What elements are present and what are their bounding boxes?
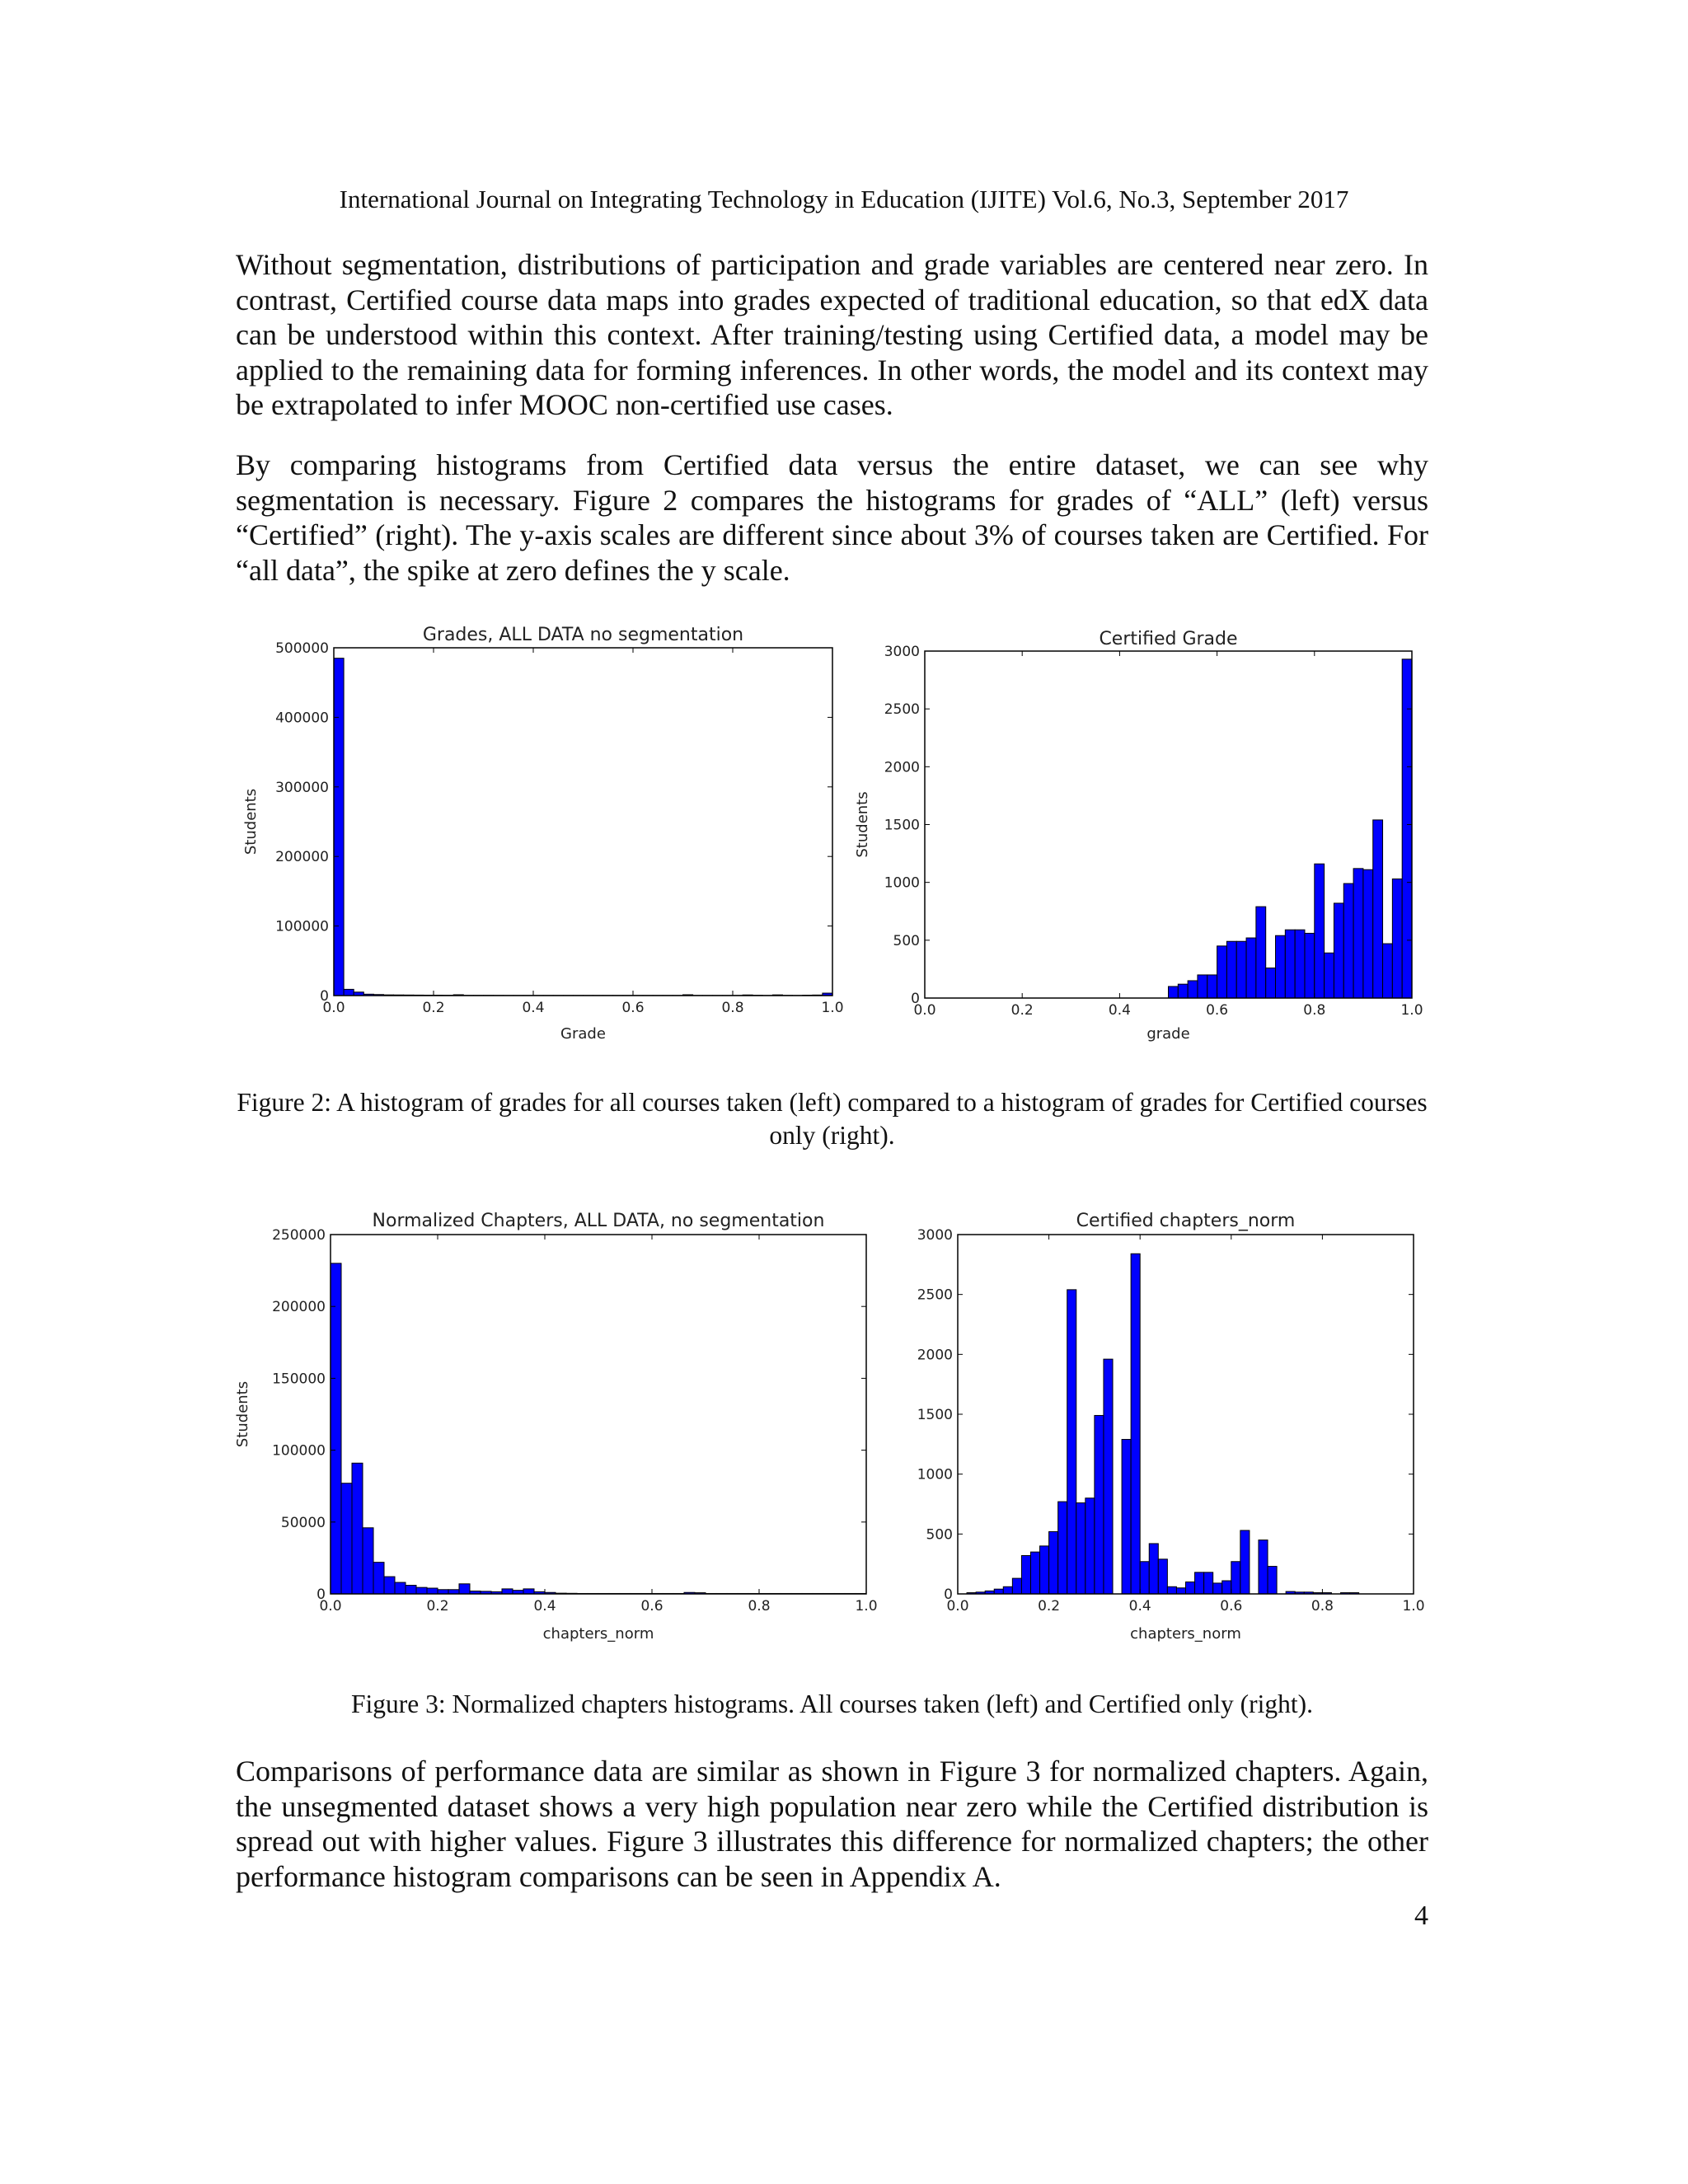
figure-2-caption: Figure 2: A histogram of grades for all courses taken (left) compared to a histogram of grades for Certified courses only (right). <box>237 1088 1428 1150</box>
fig3-left-bar <box>363 1528 373 1594</box>
fig2-right-bar <box>1383 944 1393 998</box>
fig3-left-bar <box>427 1588 438 1594</box>
fig2-left-bar <box>334 658 344 996</box>
fig3-right-y-tick-label: 1500 <box>917 1407 953 1423</box>
fig3-left-x-tick-label: 0.8 <box>748 1598 771 1615</box>
paragraph-1: Without segmentation, distributions of participation and grade variables are centered near zero. In contrast, Certified course data maps into grades expected of traditional education, so that edX data can be understood within this context. After training/testing using Certified data, a model may be applied to the remaining data for forming inferences. In other words, the model and its context may be extrapolated to infer MOOC non-certified use cases. <box>236 248 1428 421</box>
fig2-right-y-tick-label: 2000 <box>884 759 920 776</box>
fig3-right-y-tick-label: 0 <box>944 1586 953 1603</box>
fig3-right-bar <box>1195 1572 1204 1594</box>
fig2-left-x-tick-label: 0.2 <box>422 1000 445 1016</box>
fig3-right-bar <box>1095 1415 1104 1594</box>
fig3-left-x-tick-label: 0.0 <box>319 1598 342 1615</box>
fig2-left-x-tick-label: 0.6 <box>621 1000 645 1016</box>
fig2-left-y-tick-label: 100000 <box>275 918 329 935</box>
fig2-right-bar <box>1353 869 1363 998</box>
fig2-right-bar <box>1169 987 1179 998</box>
fig2-right-bar <box>1402 659 1412 998</box>
fig3-left-x-tick-label: 0.2 <box>426 1598 449 1615</box>
fig2-right-bar <box>1226 941 1236 998</box>
fig3-right-bar <box>1021 1555 1030 1594</box>
fig2-right-bar <box>1188 981 1198 998</box>
fig3-right-bar <box>1003 1586 1012 1594</box>
fig2-right-bar <box>1198 975 1207 998</box>
fig3-right-plot-frame <box>958 1235 1414 1594</box>
fig2-right-bar <box>1373 820 1383 998</box>
fig2-left-y-tick-label: 0 <box>320 988 329 1005</box>
fig2-right-y-tick-label: 1000 <box>884 874 920 892</box>
fig2-left-bar <box>344 989 354 996</box>
fig2-left-x-axis-label: Grade <box>560 1025 606 1043</box>
fig2-right-bar <box>1343 883 1353 998</box>
fig2-right-bar <box>1363 869 1373 998</box>
fig3-right-x-tick-label: 1.0 <box>1402 1598 1425 1615</box>
fig3-right-bar <box>1030 1552 1039 1594</box>
fig3-right-x-tick-label: 0.8 <box>1311 1598 1334 1615</box>
fig2-right-y-tick-label: 500 <box>893 932 920 949</box>
fig3-right-x-tick-label: 0.6 <box>1220 1598 1243 1615</box>
fig2-left-x-tick-label: 0.8 <box>721 1000 744 1016</box>
fig3-right-y-tick-label: 1000 <box>917 1466 953 1483</box>
fig3-right-title: Certified chapters_norm <box>1076 1211 1296 1231</box>
fig3-right-bar <box>1058 1502 1067 1594</box>
fig3-right-bar <box>1076 1503 1085 1594</box>
fig2-left-x-tick-label: 1.0 <box>821 1000 844 1016</box>
fig2-right-title: Certified Grade <box>1099 629 1238 649</box>
fig2-right-y-tick-label: 0 <box>911 991 920 1007</box>
fig3-right-y-tick-label: 2500 <box>917 1286 953 1304</box>
fig2-left-y-tick-label: 200000 <box>275 849 329 866</box>
fig3-right-bar <box>1176 1588 1185 1594</box>
fig3-right-x-tick-label: 0.0 <box>946 1598 969 1615</box>
fig2-right-bar <box>1305 933 1315 998</box>
fig3-left-plot-frame <box>331 1235 866 1594</box>
fig2-right-y-tick-label: 2500 <box>884 701 920 719</box>
fig2-right-bar <box>1246 938 1256 998</box>
fig3-right-bar <box>1140 1562 1149 1594</box>
fig3-right-x-axis-label: chapters_norm <box>1130 1625 1241 1643</box>
fig3-left-bar <box>341 1483 352 1594</box>
fig3-right-y-tick-label: 500 <box>926 1526 953 1544</box>
fig3-left-bar <box>502 1589 513 1594</box>
fig2-left-x-tick-label: 0.0 <box>322 1000 345 1016</box>
fig2-right-bar <box>1217 946 1227 998</box>
fig2-right-bar <box>1392 879 1402 998</box>
fig3-left-bar <box>373 1563 384 1594</box>
fig2-right-x-axis-label: grade <box>1146 1025 1190 1043</box>
fig3-left-bar <box>331 1263 341 1594</box>
fig3-right-bar <box>1186 1582 1195 1594</box>
fig3-right-bar <box>1049 1531 1058 1594</box>
fig2-right-y-tick-label: 1500 <box>884 817 920 834</box>
fig3-right-bar <box>1012 1578 1021 1594</box>
page-number: 4 <box>1414 1900 1428 1931</box>
fig3-left-x-axis-label: chapters_norm <box>542 1625 654 1643</box>
figure-3-caption: Figure 3: Normalized chapters histograms. All courses taken (left) and Certified only (right). <box>351 1690 1313 1718</box>
journal-header: International Journal on Integrating Technology in Education (IJITE) Vol.6, No.3, September 2017 <box>339 185 1349 213</box>
fig3-left-bar <box>438 1590 448 1594</box>
fig2-right-bar <box>1276 935 1286 998</box>
fig3-right-y-tick-label: 3000 <box>917 1227 953 1244</box>
fig3-left-bar <box>384 1577 395 1594</box>
fig3-right-x-tick-label: 0.2 <box>1038 1598 1061 1615</box>
fig3-right-bar <box>1222 1581 1231 1594</box>
fig3-right-bar <box>1131 1254 1140 1594</box>
fig3-left-x-tick-label: 0.4 <box>533 1598 556 1615</box>
fig3-right-bar <box>1067 1290 1076 1594</box>
fig2-right-y-axis-label: Students <box>854 791 871 858</box>
fig2-right-bar <box>1178 984 1188 998</box>
fig3-right-bar <box>994 1589 1003 1594</box>
fig3-left-bar <box>406 1586 416 1594</box>
fig3-left-bar <box>416 1587 427 1594</box>
fig2-right-bar <box>1207 975 1217 998</box>
fig3-right-y-tick-label: 2000 <box>917 1347 953 1364</box>
fig2-left-y-axis-label: Students <box>242 788 260 855</box>
fig2-left-y-tick-label: 400000 <box>275 710 329 727</box>
fig2-left-y-tick-label: 500000 <box>275 640 329 657</box>
fig3-right-bar <box>1231 1562 1240 1594</box>
fig2-left-plot-frame <box>334 648 832 996</box>
fig3-left-bar <box>459 1584 470 1594</box>
fig3-left-y-tick-label: 50000 <box>280 1514 326 1531</box>
fig3-right-bar <box>1240 1530 1250 1594</box>
fig2-right-x-tick-label: 0.8 <box>1303 1002 1326 1019</box>
fig2-right-bar <box>1285 930 1295 998</box>
fig2-right-bar <box>1266 968 1276 998</box>
fig3-left-y-tick-label: 0 <box>316 1586 326 1603</box>
fig3-right-bar <box>1085 1498 1095 1594</box>
fig3-left-bar <box>352 1463 363 1594</box>
fig2-right-bar <box>1295 930 1305 998</box>
fig3-right-bar <box>1268 1567 1277 1594</box>
fig3-right-bar <box>1167 1586 1176 1594</box>
fig2-right-x-tick-label: 0.6 <box>1206 1002 1229 1019</box>
fig3-left-bar <box>395 1582 406 1594</box>
fig2-right-bar <box>1315 864 1325 998</box>
fig3-right-bar <box>1259 1540 1268 1594</box>
fig3-left-y-axis-label: Students <box>234 1380 251 1448</box>
fig2-right-x-tick-label: 0.4 <box>1108 1002 1131 1019</box>
fig3-left-y-tick-label: 100000 <box>272 1442 326 1460</box>
fig3-left-y-tick-label: 250000 <box>272 1227 326 1244</box>
fig2-right-x-tick-label: 0.2 <box>1010 1002 1034 1019</box>
fig3-right-bar <box>1149 1544 1158 1594</box>
fig3-left-y-tick-label: 200000 <box>272 1299 326 1316</box>
fig3-left-x-tick-label: 1.0 <box>855 1598 878 1615</box>
fig2-left-x-tick-label: 0.4 <box>522 1000 545 1016</box>
fig3-right-bar <box>1122 1440 1131 1594</box>
fig2-right-y-tick-label: 3000 <box>884 644 920 660</box>
fig3-left-bar <box>448 1590 459 1594</box>
fig2-right-x-tick-label: 0.0 <box>913 1002 936 1019</box>
fig2-left-title: Grades, ALL DATA no segmentation <box>422 625 744 645</box>
fig2-right-bar <box>1236 941 1246 998</box>
fig3-right-x-tick-label: 0.4 <box>1128 1598 1151 1615</box>
fig2-left-y-tick-label: 300000 <box>275 779 329 796</box>
paragraph-3: Comparisons of performance data are similar as shown in Figure 3 for normalized chapters. Again, the unsegmented dataset shows a very high population near zero while the Certified distribution is spread out with higher values. Figure 3 illustrates this difference for normalized chapters; the other performance histogram comparisons can be seen in Appendix A. <box>236 1755 1428 1893</box>
fig2-right-bar <box>1334 903 1343 998</box>
fig2-right-x-tick-label: 1.0 <box>1400 1002 1423 1019</box>
fig3-right-bar <box>1204 1572 1213 1594</box>
fig2-right-bar <box>1325 953 1334 998</box>
fig3-right-bar <box>1158 1559 1167 1594</box>
fig3-right-bar <box>1104 1359 1113 1594</box>
fig3-right-bar <box>1040 1546 1049 1594</box>
fig2-right-bar <box>1256 907 1266 998</box>
fig3-left-y-tick-label: 150000 <box>272 1371 326 1388</box>
fig3-left-title: Normalized Chapters, ALL DATA, no segmentation <box>372 1211 825 1231</box>
fig3-right-bar <box>1213 1583 1222 1594</box>
paragraph-2: By comparing histograms from Certified data versus the entire dataset, we can see why segmentation is necessary. Figure 2 compares the histograms for grades of “ALL” (left) versus “Certified” (right). The y-axis scales are different since about 3% of courses taken are Certified. For “all data”, the spike at zero defines the y scale. <box>236 448 1428 587</box>
fig3-left-x-tick-label: 0.6 <box>640 1598 663 1615</box>
fig3-left-bar <box>523 1589 534 1594</box>
